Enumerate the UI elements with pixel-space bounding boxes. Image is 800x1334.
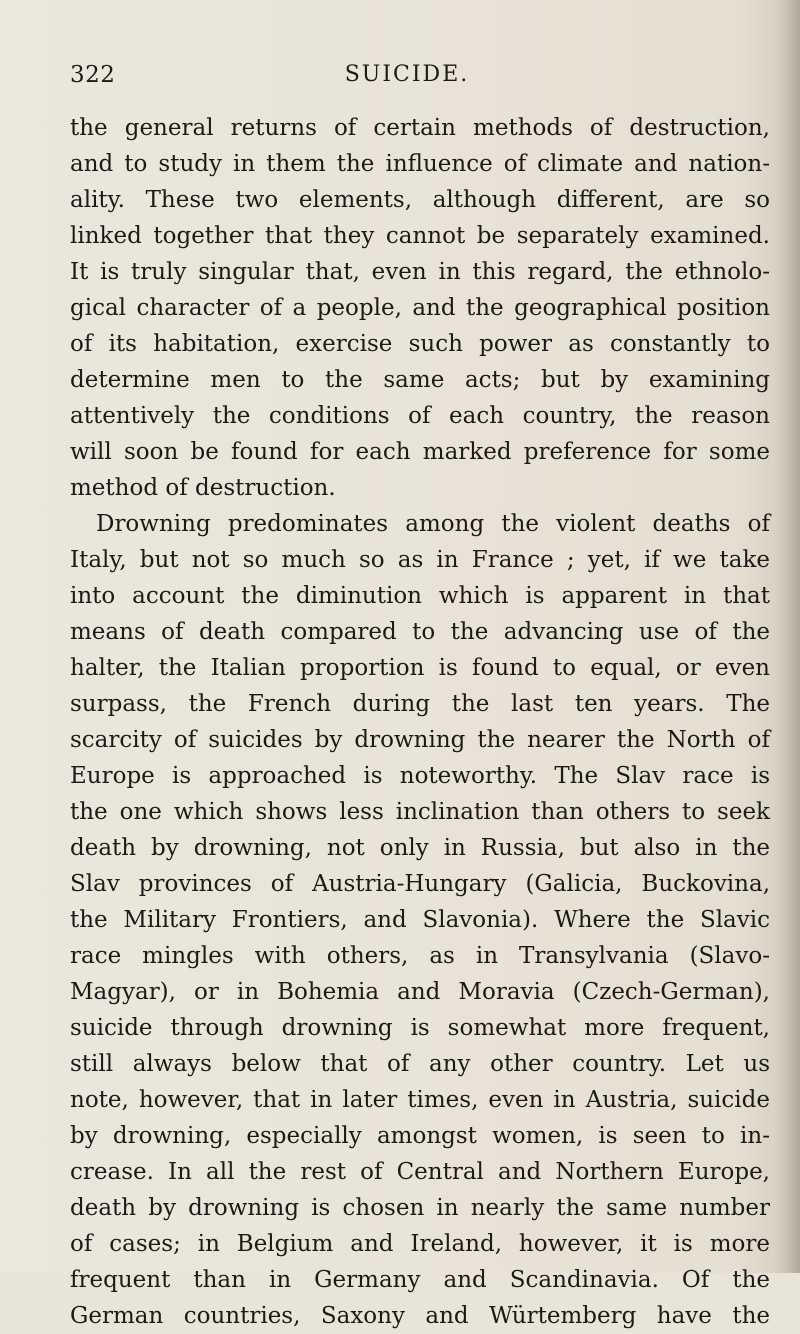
text-line: German countries, Saxony and Würtemberg have the [70, 1303, 770, 1329]
text-line: Italy, but not so much so as in France ; yet, if we take [70, 547, 770, 573]
text-line: Drowning predominates among the violent deaths of [96, 511, 770, 537]
text-line: crease. In all the rest of Central and Northern Europe, [70, 1159, 770, 1185]
text-line: into account the diminution which is apparent in that [70, 583, 770, 609]
page-edge-shadow [774, 0, 800, 1273]
text-line: means of death compared to the advancing use of the [70, 619, 770, 645]
text-line: Magyar), or in Bohemia and Moravia (Czech-German), [70, 979, 770, 1005]
text-line: frequent than in Germany and Scandinavia. Of the [70, 1267, 770, 1293]
text-line: determine men to the same acts; but by examining [70, 367, 770, 393]
text-line: Slav provinces of Austria-Hungary (Galicia, Buckovina, [70, 871, 770, 897]
text-line: and to study in them the influence of climate and nation- [70, 151, 770, 177]
text-line: linked together that they cannot be separately examined. [70, 223, 770, 249]
text-line: by drowning, especially amongst women, is seen to in- [70, 1123, 770, 1149]
text-line: the Military Frontiers, and Slavonia). Where the Slavic [70, 907, 770, 933]
running-head [0, 62, 800, 98]
text-line: method of destruction. [70, 475, 336, 501]
text-line: attentively the conditions of each country, the reason [70, 403, 770, 429]
text-line: gical character of a people, and the geographical position [70, 295, 770, 321]
paragraph-2 [70, 506, 770, 1334]
text-line: scarcity of suicides by drowning the nearer the North of [70, 727, 770, 753]
text-line: race mingles with others, as in Transylvania (Slavo- [70, 943, 770, 969]
body-text [70, 110, 770, 1334]
running-title: SUICIDE. [344, 62, 470, 87]
text-line: note, however, that in later times, even in Austria, suicide [70, 1087, 770, 1113]
text-line: halter, the Italian proportion is found to equal, or even [70, 655, 770, 681]
text-line: death by drowning is chosen in nearly the same number [70, 1195, 770, 1221]
text-line: still always below that of any other country. Let us [70, 1051, 770, 1077]
text-line: of its habitation, exercise such power as constantly to [70, 331, 770, 357]
text-line: of cases; in Belgium and Ireland, however, it is more [70, 1231, 770, 1257]
text-line: Europe is approached is noteworthy. The Slav race is [70, 763, 770, 789]
text-line: surpass, the French during the last ten years. The [70, 691, 770, 717]
text-line: suicide through drowning is somewhat more frequent, [70, 1015, 770, 1041]
text-line: the general returns of certain methods of destruction, [70, 115, 770, 141]
page-number: 322 [70, 62, 116, 88]
paragraph-1 [70, 110, 770, 506]
text-line: death by drowning, not only in Russia, but also in the [70, 835, 770, 861]
text-line: ality. These two elements, although different, are so [70, 187, 770, 213]
text-line: the one which shows less inclination than others to seek [70, 799, 770, 825]
text-line: will soon be found for each marked preference for some [70, 439, 770, 465]
text-line: It is truly singular that, even in this regard, the ethnolo- [70, 259, 770, 285]
